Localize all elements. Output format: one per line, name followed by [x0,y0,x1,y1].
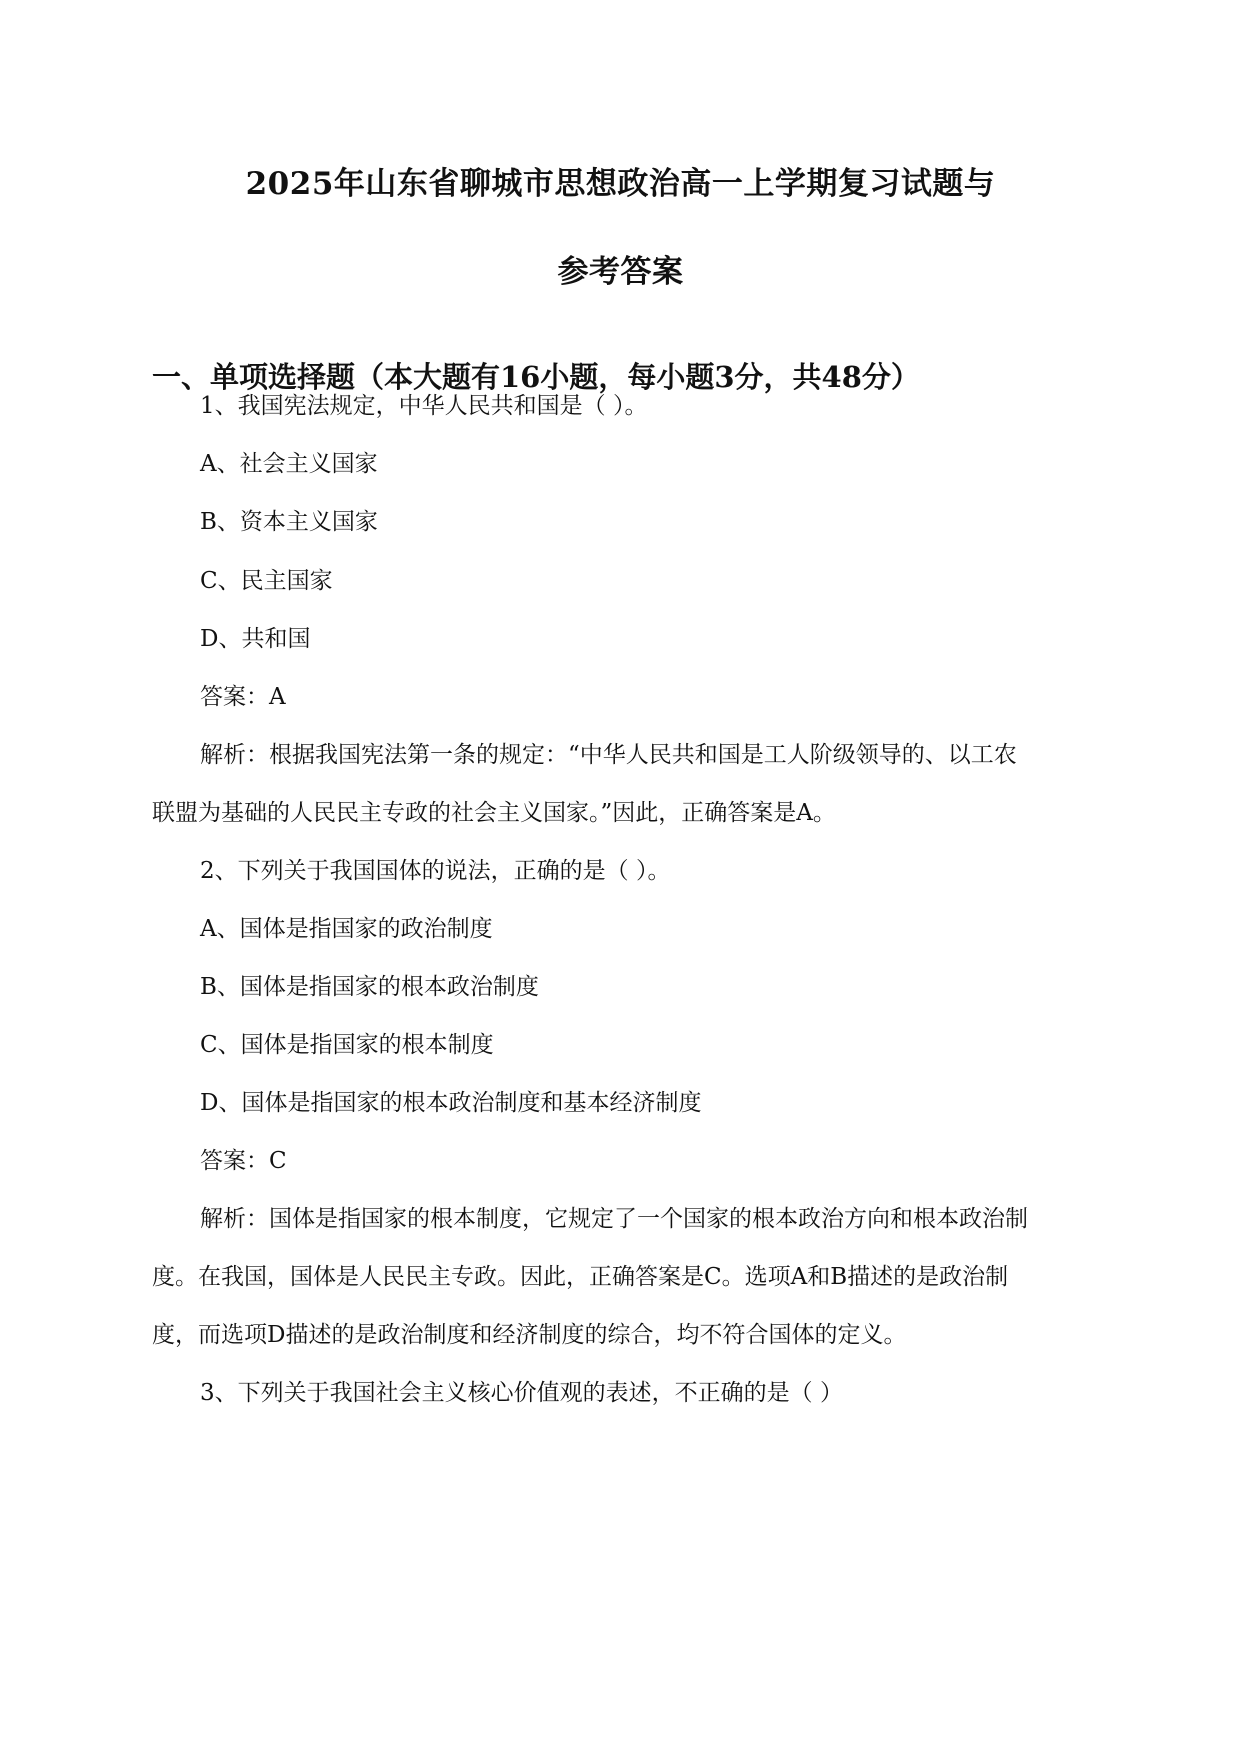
question-3-stem: 3、下列关于我国社会主义核心价值观的表述，不正确的是（ ） [200,1380,843,1406]
question-2-answer: 答案：C [200,1148,287,1174]
question-2-analysis-line1: 解析：国体是指国家的根本制度，它规定了一个国家的根本政治方向和根本政治制 [200,1206,1028,1232]
document-title-line2: 参考答案 [557,254,684,290]
question-1-stem: 1、我国宪法规定，中华人民共和国是（ ）。 [200,393,648,419]
question-1-option-c: C、民主国家 [200,568,333,594]
question-2-option-a: A、国体是指国家的政治制度 [200,916,493,942]
question-1-analysis-line2: 联盟为基础的人民民主专政的社会主义国家。”因此，正确答案是A。 [152,800,836,826]
question-1-answer: 答案：A [200,684,286,710]
question-2-option-c: C、国体是指国家的根本制度 [200,1032,494,1058]
question-2-stem: 2、下列关于我国国体的说法，正确的是（ ）。 [200,858,671,884]
question-2-analysis-line3: 度，而选项D描述的是政治制度和经济制度的综合，均不符合国体的定义。 [152,1322,907,1348]
question-2-option-d: D、国体是指国家的根本政治制度和基本经济制度 [200,1090,702,1116]
question-1-option-a: A、社会主义国家 [200,451,378,477]
question-1-option-b: B、资本主义国家 [200,509,378,535]
section-heading: 一、单项选择题（本大题有16小题，每小题3分，共48分） [152,360,920,394]
question-1-option-d: D、共和国 [200,626,311,652]
question-2-analysis-line2: 度。在我国，国体是人民民主专政。因此，正确答案是C。选项A和B描述的是政治制 [152,1264,1009,1290]
question-1-analysis-line1: 解析：根据我国宪法第一条的规定：“中华人民共和国是工人阶级领导的、以工农 [200,742,1017,768]
document-title-line1: 2025年山东省聊城市思想政治高一上学期复习试题与 [245,166,996,202]
question-2-option-b: B、国体是指国家的根本政治制度 [200,974,539,1000]
